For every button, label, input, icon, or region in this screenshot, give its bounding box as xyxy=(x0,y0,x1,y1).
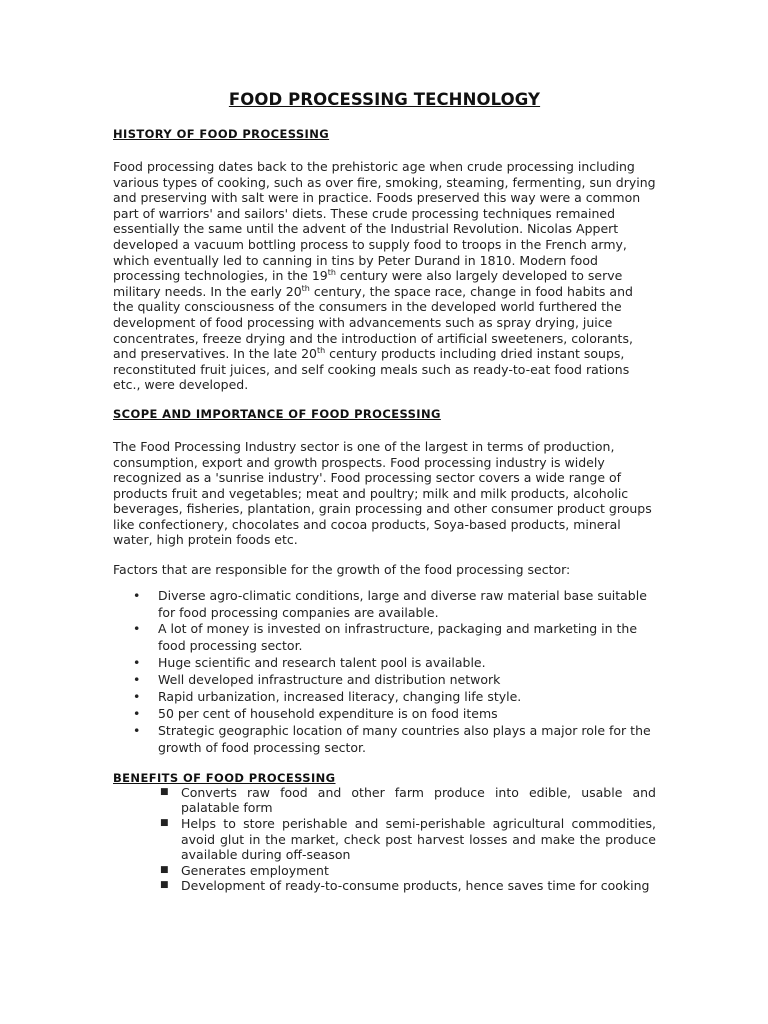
list-item: ■ Helps to store perishable and semi-perishable agricultural commodities, avoid glut in the market, check post harvest losses and make the produce available during off-season xyxy=(160,815,656,863)
scope-heading: SCOPE AND IMPORTANCE OF FOOD PROCESSING xyxy=(113,406,441,421)
superscript-th: th xyxy=(301,283,310,293)
list-item: • A lot of money is invested on infrastructure, packaging and marketing in the food processing sector. xyxy=(133,621,638,654)
bullet-icon: • xyxy=(133,689,141,705)
factors-list xyxy=(113,588,656,757)
list-item: • Well developed infrastructure and distribution network xyxy=(133,672,501,688)
superscript-th: th xyxy=(327,268,336,277)
list-item: • 50 per cent of household expenditure is on food items xyxy=(133,706,498,721)
bullet-icon: • xyxy=(133,706,141,721)
list-item: ■ Generates employment xyxy=(160,862,329,878)
list-item: • Huge scientific and research talent pool is available. xyxy=(133,655,486,671)
history-heading: HISTORY OF FOOD PROCESSING xyxy=(113,127,330,141)
benefits-list xyxy=(113,785,656,894)
list-item: • Rapid urbanization, increased literacy, changing life style. xyxy=(133,689,522,705)
square-bullet-icon: ■ xyxy=(160,864,169,875)
bullet-icon: • xyxy=(133,587,141,603)
square-bullet-icon: ■ xyxy=(160,817,169,828)
list-item: • Strategic geographic location of many countries also plays a major role for the growth of food processing sector. xyxy=(133,722,651,755)
benefits-heading: BENEFITS OF FOOD PROCESSING xyxy=(113,770,336,785)
square-bullet-icon: ■ xyxy=(160,880,169,891)
superscript-th: th xyxy=(316,345,326,355)
list-item: ■ Development of ready-to-consume products, hence saves time for cooking xyxy=(160,878,650,894)
square-bullet-icon: ■ xyxy=(160,786,169,797)
factors-intro: Factors that are responsible for the growth of the food processing sector: xyxy=(113,562,571,578)
list-item: ■ Converts raw food and other farm produce into edible, usable and palatable form xyxy=(160,784,656,816)
history-paragraph: Food processing dates back to the prehistoric age when crude processing including various types of cooking, such as over fire, smoking, steaming, fermenting, sun drying and preserving with salt were in practice. Foods preserved this way were a common part of warriors' and sailors' diets. These crude processing techniques remained essentially the same until the advent of the Industrial Revolution. Nicolas Appert developed a vacuum bottling process to supply food to troops in the French army, which eventually led to canning in tins by Peter Durand in 1810. Modern food processing technologies, in the 19th century were also largely developed to serve military needs. In the early 20th century, the space race, change in food habits and the quality consciousness of the consumers in the developed world furthered the development of food processing with advancements such as spray drying, juice concentrates, freeze drying and the introduction of artificial sweeteners, colorants, and preservatives. In the late 20th century products including dried instant soups, reconstituted fruit juices, and self cooking meals such as ready-to-eat food rations etc., were developed. xyxy=(113,159,656,393)
document-title: FOOD PROCESSING TECHNOLOGY xyxy=(228,90,541,109)
bullet-icon: • xyxy=(133,672,141,688)
bullet-icon: • xyxy=(133,722,141,738)
list-item: • Diverse agro-climatic conditions, large and diverse raw material base suitable for food processing companies are available. xyxy=(133,587,647,620)
scope-paragraph: The Food Processing Industry sector is one of the largest in terms of production, consumption, export and growth prospects. Food processing industry is widely recognized as a 'sunrise industry'. Food processing sector covers a wide range of products fruit and vegetables; meat and poultry; milk and milk products, alcoholic beverages, fisheries, plantation, grain processing and other consumer product groups like confectionery, chocolates and cocoa products, Soya-based products, mineral water, high protein foods etc. xyxy=(113,438,652,548)
bullet-icon: • xyxy=(133,621,141,637)
bullet-icon: • xyxy=(133,655,141,671)
